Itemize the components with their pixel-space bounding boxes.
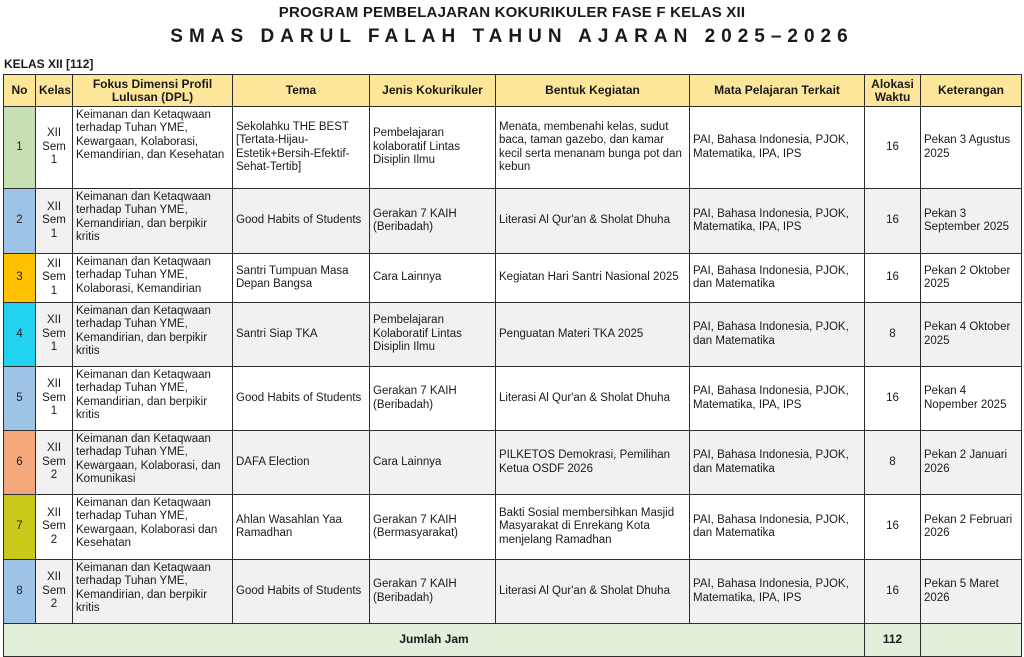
row-alokasi: 16 <box>865 107 921 189</box>
row-kelas: XII Sem 1 <box>36 303 73 367</box>
table-row <box>4 431 1022 495</box>
total-value: 112 <box>865 624 921 657</box>
row-bentuk: Literasi Al Qur'an & Sholat Dhuha <box>496 560 690 624</box>
row-dpl: Keimanan dan Ketaqwaan terhadap Tuhan YME, Kewargaan, Kolaborasi, dan Komunikasi <box>73 431 233 495</box>
row-kelas: XII Sem 1 <box>36 367 73 431</box>
row-keterangan: Pekan 5 Maret 2026 <box>921 560 1022 624</box>
table-row <box>4 495 1022 560</box>
row-keterangan: Pekan 2 Oktober 2025 <box>921 254 1022 303</box>
row-kelas: XII Sem 1 <box>36 107 73 189</box>
table-row <box>4 189 1022 254</box>
row-mapel: PAI, Bahasa Indonesia, PJOK, Matematika, IPA, IPS <box>690 560 865 624</box>
row-mapel: PAI, Bahasa Indonesia, PJOK, dan Matematika <box>690 254 865 303</box>
header-no: No <box>4 75 36 107</box>
row-jenis: Cara Lainnya <box>370 254 496 303</box>
row-dpl: Keimanan dan Ketaqwaan terhadap Tuhan YME, Kewargaan, Kolaborasi, Kemandirian, dan Kesehatan <box>73 107 233 189</box>
header-alokasi: Alokasi Waktu <box>865 75 921 107</box>
table-body <box>4 107 1022 657</box>
row-kelas: XII Sem 2 <box>36 495 73 560</box>
row-keterangan: Pekan 2 Januari 2026 <box>921 431 1022 495</box>
curriculum-table <box>3 74 1022 657</box>
row-alokasi: 16 <box>865 367 921 431</box>
row-alokasi: 16 <box>865 254 921 303</box>
row-tema: Santri Tumpuan Masa Depan Bangsa <box>233 254 370 303</box>
row-dpl: Keimanan dan Ketaqwaan terhadap Tuhan YME, Kemandirian, dan berpikir kritis <box>73 303 233 367</box>
row-tema: DAFA Election <box>233 431 370 495</box>
row-keterangan: Pekan 4 Oktober 2025 <box>921 303 1022 367</box>
row-number: 4 <box>4 303 36 367</box>
row-mapel: PAI, Bahasa Indonesia, PJOK, Matematika, IPA, IPS <box>690 107 865 189</box>
row-number: 2 <box>4 189 36 254</box>
row-mapel: PAI, Bahasa Indonesia, PJOK, Matematika, IPA, IPS <box>690 189 865 254</box>
row-bentuk: Literasi Al Qur'an & Sholat Dhuha <box>496 189 690 254</box>
header-mapel: Mata Pelajaran Terkait <box>690 75 865 107</box>
row-tema: Good Habits of Students <box>233 560 370 624</box>
table-row <box>4 367 1022 431</box>
row-alokasi: 8 <box>865 431 921 495</box>
row-number: 1 <box>4 107 36 189</box>
row-jenis: Gerakan 7 KAIH (Beribadah) <box>370 367 496 431</box>
row-jenis: Gerakan 7 KAIH (Bermasyarakat) <box>370 495 496 560</box>
header-keterangan: Keterangan <box>921 75 1022 107</box>
row-kelas: XII Sem 1 <box>36 254 73 303</box>
row-tema: Santri Siap TKA <box>233 303 370 367</box>
class-label: KELAS XII [112] <box>4 57 94 71</box>
row-bentuk: Literasi Al Qur'an & Sholat Dhuha <box>496 367 690 431</box>
table-row <box>4 303 1022 367</box>
row-jenis: Pembelajaran Kolaboratif Lintas Disiplin Ilmu <box>370 303 496 367</box>
row-bentuk: Menata, membenahi kelas, sudut baca, taman gazebo, dan kamar kecil serta menanam bunga pot dan kebun <box>496 107 690 189</box>
row-kelas: XII Sem 2 <box>36 560 73 624</box>
header-kelas: Kelas <box>36 75 73 107</box>
document-title: PROGRAM PEMBELAJARAN KOKURIKULER FASE F KELAS XII <box>278 4 746 21</box>
row-jenis: Gerakan 7 KAIH (Beribadah) <box>370 560 496 624</box>
row-tema: Ahlan Wasahlan Yaa Ramadhan <box>233 495 370 560</box>
row-mapel: PAI, Bahasa Indonesia, PJOK, Matematika, IPA, IPS <box>690 367 865 431</box>
row-bentuk: Penguatan Materi TKA 2025 <box>496 303 690 367</box>
row-tema: Good Habits of Students <box>233 189 370 254</box>
header-jenis: Jenis Kokurikuler <box>370 75 496 107</box>
row-alokasi: 16 <box>865 560 921 624</box>
row-dpl: Keimanan dan Ketaqwaan terhadap Tuhan YME, Kemandirian, dan berpikir kritis <box>73 367 233 431</box>
row-keterangan: Pekan 3 September 2025 <box>921 189 1022 254</box>
row-kelas: XII Sem 2 <box>36 431 73 495</box>
total-empty-cell <box>921 624 1022 657</box>
row-dpl: Keimanan dan Ketaqwaan terhadap Tuhan YME, Kemandirian, dan berpikir kritis <box>73 560 233 624</box>
row-bentuk: Kegiatan Hari Santri Nasional 2025 <box>496 254 690 303</box>
header-tema: Tema <box>233 75 370 107</box>
header-dpl: Fokus Dimensi Profil Lulusan (DPL) <box>73 75 233 107</box>
row-keterangan: Pekan 2 Februari 2026 <box>921 495 1022 560</box>
row-number: 8 <box>4 560 36 624</box>
row-tema: Sekolahku THE BEST [Tertata-Hijau-Estetik+Bersih-Efektif-Sehat-Tertib] <box>233 107 370 189</box>
row-mapel: PAI, Bahasa Indonesia, PJOK, dan Matematika <box>690 303 865 367</box>
row-number: 5 <box>4 367 36 431</box>
total-label: Jumlah Jam <box>4 624 865 657</box>
row-alokasi: 16 <box>865 189 921 254</box>
table-header-row <box>4 75 1022 107</box>
row-dpl: Keimanan dan Ketaqwaan terhadap Tuhan YME, Kewargaan, Kolaborasi dan Kesehatan <box>73 495 233 560</box>
row-bentuk: PILKETOS Demokrasi, Pemilihan Ketua OSDF 2026 <box>496 431 690 495</box>
row-number: 7 <box>4 495 36 560</box>
row-alokasi: 16 <box>865 495 921 560</box>
total-row <box>4 624 1022 657</box>
table-row <box>4 560 1022 624</box>
row-number: 6 <box>4 431 36 495</box>
row-alokasi: 8 <box>865 303 921 367</box>
table-row <box>4 107 1022 189</box>
header-bentuk: Bentuk Kegiatan <box>496 75 690 107</box>
row-mapel: PAI, Bahasa Indonesia, PJOK, dan Matematika <box>690 495 865 560</box>
table-row <box>4 254 1022 303</box>
row-mapel: PAI, Bahasa Indonesia, PJOK, dan Matematika <box>690 431 865 495</box>
row-dpl: Keimanan dan Ketaqwaan terhadap Tuhan YME, Kemandirian, dan berpikir kritis <box>73 189 233 254</box>
row-jenis: Pembelajaran kolaboratif Lintas Disiplin Ilmu <box>370 107 496 189</box>
row-tema: Good Habits of Students <box>233 367 370 431</box>
row-jenis: Cara Lainnya <box>370 431 496 495</box>
row-jenis: Gerakan 7 KAIH (Beribadah) <box>370 189 496 254</box>
row-dpl: Keimanan dan Ketaqwaan terhadap Tuhan YME, Kolaborasi, Kemandirian <box>73 254 233 303</box>
row-keterangan: Pekan 3 Agustus 2025 <box>921 107 1022 189</box>
row-kelas: XII Sem 1 <box>36 189 73 254</box>
row-number: 3 <box>4 254 36 303</box>
row-keterangan: Pekan 4 Nopember 2025 <box>921 367 1022 431</box>
row-bentuk: Bakti Sosial membersihkan Masjid Masyarakat di Enrekang Kota menjelang Ramadhan <box>496 495 690 560</box>
document-subtitle: SMAS DARUL FALAH TAHUN AJARAN 2025–2026 <box>170 26 854 47</box>
